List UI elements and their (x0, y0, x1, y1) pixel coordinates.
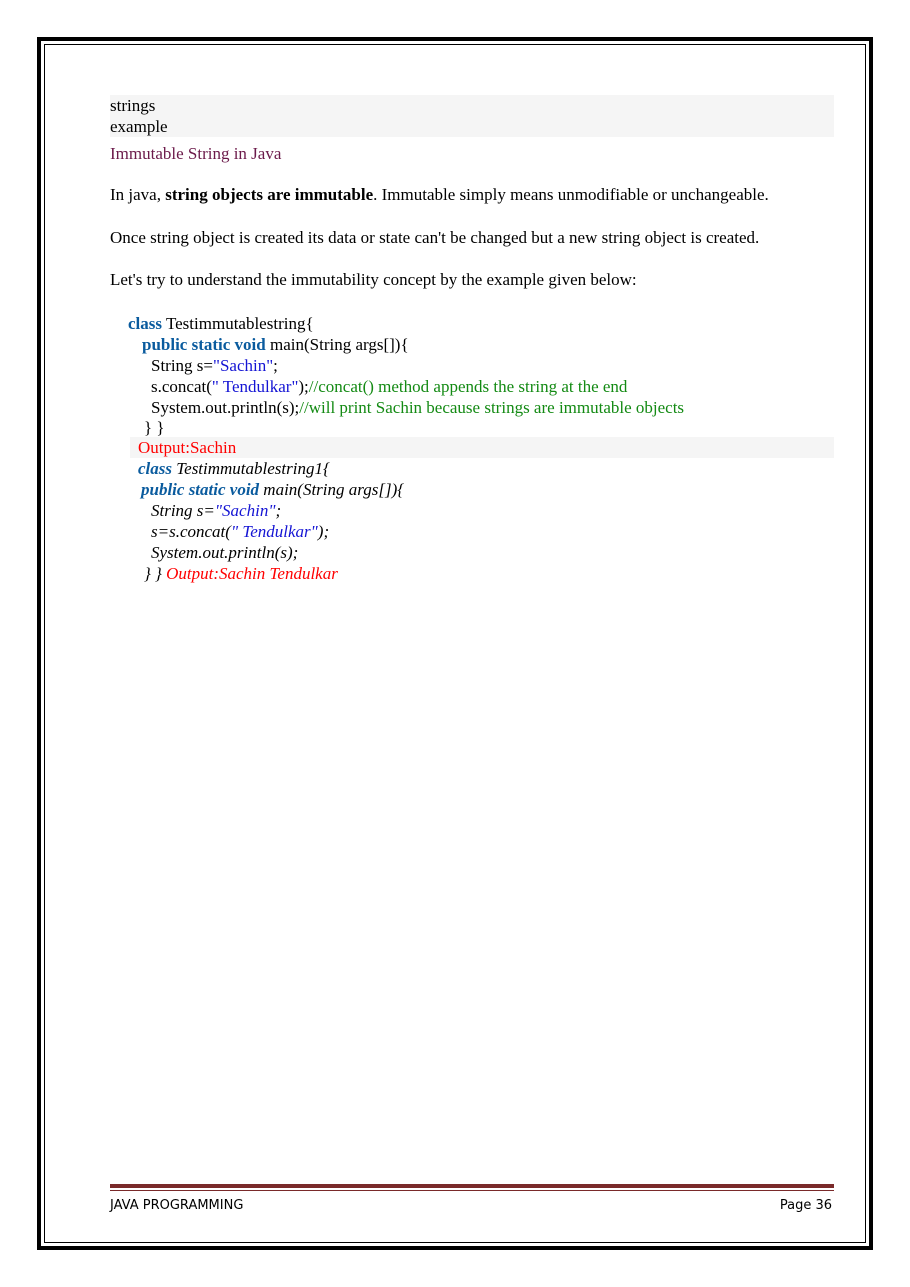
code1-l3-post: ; (273, 356, 278, 375)
code1-l4-comment: //concat() method appends the string at the end (308, 377, 628, 396)
paragraph-1 (110, 184, 769, 206)
code2-l4-string: " Tendulkar" (230, 522, 318, 541)
code2-main-keywords: public static void (141, 480, 260, 499)
code2-l4-pre: s=s.concat( (151, 522, 231, 541)
code2-line-3 (151, 500, 281, 521)
paragraph-1-suffix: . Immutable simply means unmodifiable or unchangeable. (373, 185, 769, 204)
code2-closing-braces: } } (144, 564, 167, 583)
code2-class-keyword: class (138, 459, 172, 478)
code1-l3-pre: String s= (151, 356, 214, 375)
code1-output: Output:Sachin (138, 438, 237, 457)
code2-line-1 (138, 458, 330, 479)
paragraph-2: Once string object is created its data or state can't be changed but a new string object is created. (110, 228, 760, 247)
page-number: Page 36 (779, 1198, 832, 1213)
code1-line-3 (151, 355, 278, 376)
footer-rule-thick (110, 1184, 834, 1188)
code2-line-4 (151, 521, 329, 542)
paragraph-1-bold: string objects are immutable (165, 185, 374, 204)
code2-main-signature: main(String args[]){ (259, 480, 405, 499)
code2-l3-post: ; (275, 501, 282, 520)
code1-class-keyword: class (128, 314, 162, 333)
page-border-inner (44, 44, 866, 1243)
page-footer (110, 1196, 834, 1216)
code1-l3-string: "Sachin" (213, 356, 274, 375)
code2-class-name: Testimmutablestring1{ (172, 459, 330, 478)
paragraph-3: Let's try to understand the immutability concept by the example given below: (110, 270, 637, 289)
section-heading: Immutable String in Java (110, 144, 282, 163)
footer-rule-thin (110, 1190, 834, 1191)
code1-l4-post: ); (298, 377, 309, 396)
code1-line-5 (151, 397, 684, 418)
code2-output: Output:Sachin Tendulkar (166, 564, 338, 583)
code1-class-name: Testimmutablestring{ (162, 314, 314, 333)
code1-l4-string: " Tendulkar" (211, 377, 299, 396)
code2-line-5: System.out.println(s); (151, 543, 299, 562)
code2-l3-string: "Sachin" (214, 501, 276, 520)
code1-l4-pre: s.concat( (151, 377, 212, 396)
footer-title: JAVA PROGRAMMING (110, 1198, 244, 1213)
code1-line-1 (128, 313, 314, 334)
intro-line-1: strings (110, 96, 156, 115)
code2-line-6 (144, 563, 338, 584)
code2-line-2 (141, 479, 404, 500)
intro-box (110, 95, 834, 137)
code1-main-signature: main(String args[]){ (265, 335, 409, 354)
intro-line-2: example (110, 117, 168, 136)
code1-line-4 (151, 376, 627, 397)
code1-l5-pre: System.out.println(s); (151, 398, 300, 417)
code2-l4-post: ); (317, 522, 330, 541)
code1-line-6: } } (144, 418, 165, 437)
code1-l5-comment: //will print Sachin because strings are immutable objects (299, 398, 685, 417)
code1-line-2 (142, 334, 409, 355)
code2-l3-pre: String s= (151, 501, 215, 520)
paragraph-1-prefix: In java, (110, 185, 166, 204)
code1-main-keywords: public static void (142, 335, 266, 354)
page-content (110, 95, 834, 583)
